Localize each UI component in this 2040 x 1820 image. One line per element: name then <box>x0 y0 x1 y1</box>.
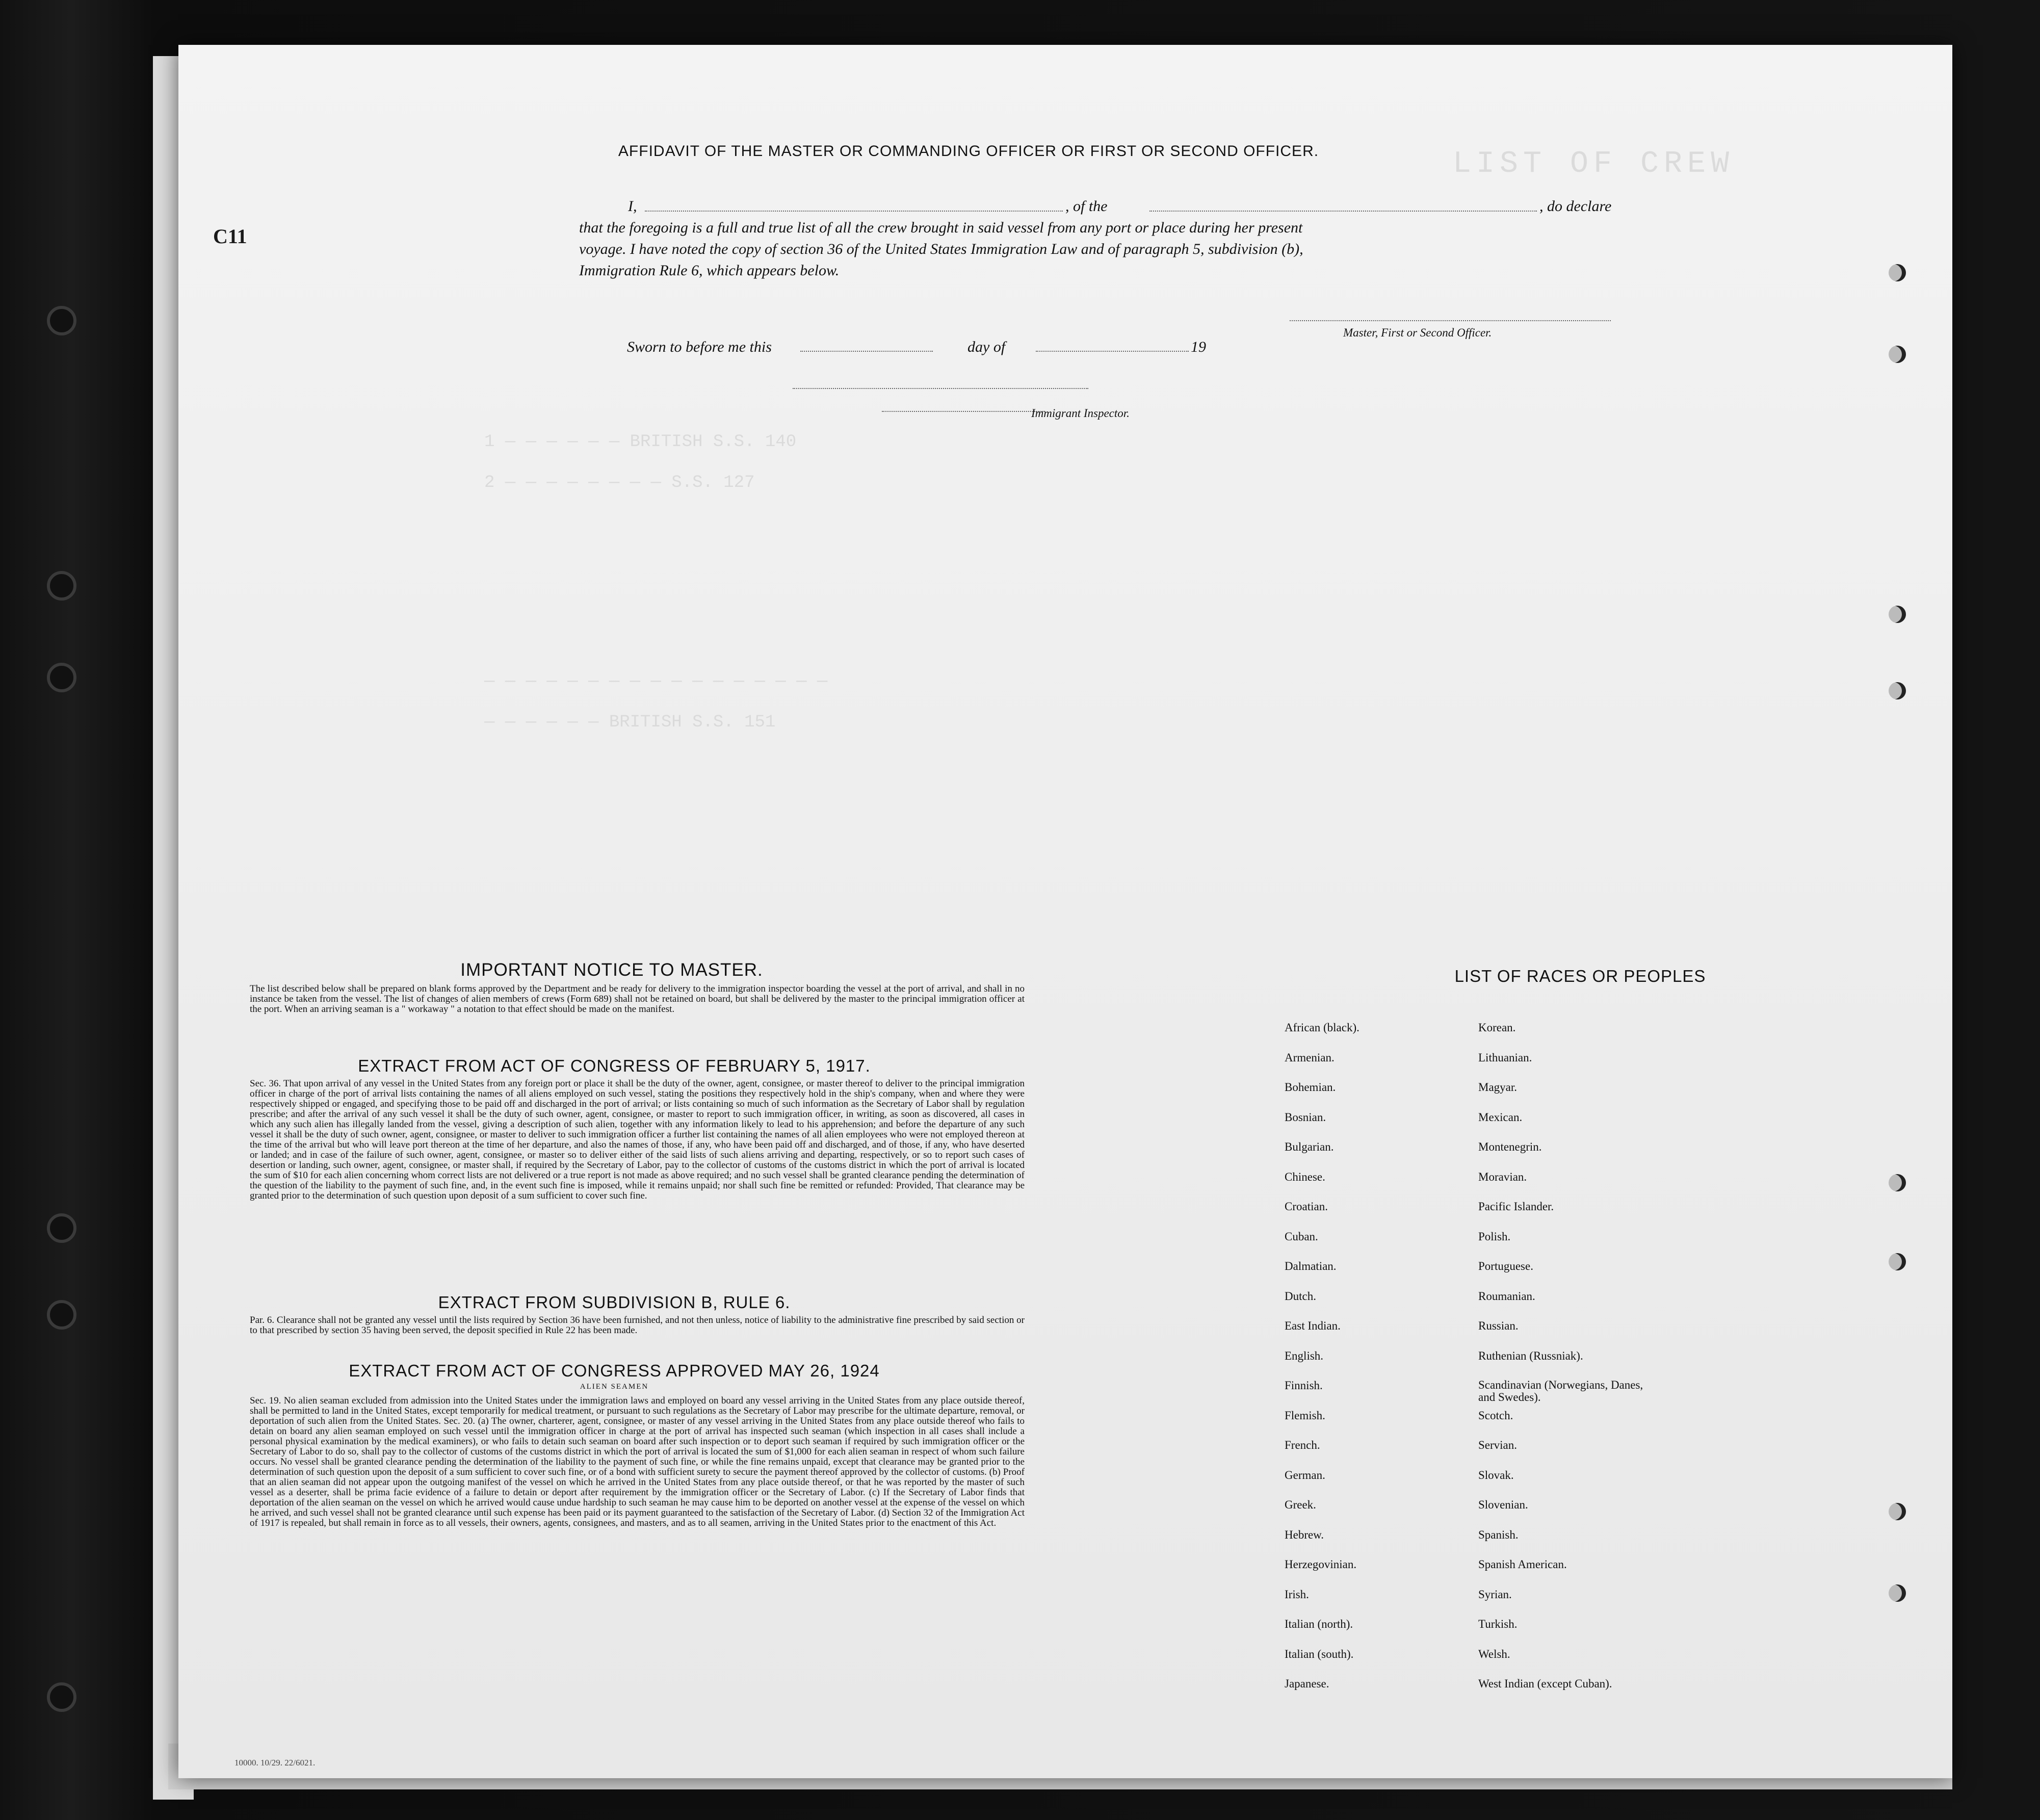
race-item: Cuban. <box>1285 1230 1318 1243</box>
race-item: Slovenian. <box>1478 1498 1528 1511</box>
race-item: Herzegovinian. <box>1285 1558 1357 1571</box>
race-item: Lithuanian. <box>1478 1051 1532 1064</box>
binder-hole <box>47 571 76 601</box>
binder-ring <box>1889 1253 1906 1270</box>
race-item: Welsh. <box>1478 1647 1510 1660</box>
affidavit-line3: voyage. I have noted the copy of section 36 of the United States Immigration Law and of paragraph 5, subdivision (b), <box>579 241 1303 257</box>
race-item: Polish. <box>1478 1230 1511 1243</box>
race-item: Turkish. <box>1478 1618 1518 1630</box>
binder-ring <box>1889 264 1906 281</box>
race-item: Ruthenian (Russniak). <box>1478 1349 1583 1362</box>
margin-note: C11 <box>213 225 247 248</box>
notice-title: IMPORTANT NOTICE TO MASTER. <box>460 960 763 980</box>
race-item: Dalmatian. <box>1285 1260 1337 1272</box>
race-item: Syrian. <box>1478 1588 1512 1601</box>
race-item: Irish. <box>1285 1588 1309 1601</box>
extract-1924-body: Sec. 19. No alien seaman excluded from admission into the United States under the immigration laws and employed on board any vessel arriving in the United States from any place outside thereof, shall be permitted to land in the United States, except temporarily for medical treatment, or pursuant to such regulations as the Secretary of Labor may prescribe for the ultimate departure, removal, or deportation of such alien from the United States. Sec. 20. (a) The owner, charterer, agent, consignee, or master of any vessel arriving in the United States from any place outside thereof who fails to detain on board any alien seaman employed on such vessel until the immigration officer in charge at the port of arrival has inspected such seaman (which inspection in all cases shall include a personal physical examination by the medical examiners), or who fails to detain such seaman on board after such inspection or to deport such seaman if required by such immigration officer or the Secretary of Labor to do so, shall pay to the collector of customs of the customs district in which the port of arrival is located the sum of $1,000 for each alien seaman in respect of whom such failure occurs. No vessel shall be granted clearance pending the determination of the liability to the payment of such fine, or while the fine remains unpaid, except that clearance may be granted prior to the determination of such question upon the deposit of a sum sufficient to cover such fine, or of a bond with sufficient surety to secure the payment thereof approved by the collector of customs. (b) Proof that an alien seaman did not appear upon the outgoing manifest of the vessel on which he arrived in the United States from any place outside thereof, or that he was reported by the master of such vessel as a deserter, shall be prima facie evidence of a failure to detain or deport after requirement by the immigration officer or the Secretary of Labor. (c) If the Secretary of Labor finds that deportation of the alien seaman on the vessel on which he arrived would cause undue hardship to such seaman he may cause him to be deported on another vessel at the expense of the vessel on which he arrived, and such vessel shall not be granted clearance until such expense has been paid or its payment guaranteed to the satisfaction of the Secretary of Labor. (d) Section 32 of the Immigration Act of 1917 is repealed, but shall remain in force as to all vessels, their owners, agents, consignees, and masters, and as to all seamen, arriving in the United States prior to the enactment of this Act. <box>250 1395 1025 1528</box>
race-item: Pacific Islander. <box>1478 1200 1554 1213</box>
race-item: Hebrew. <box>1285 1528 1324 1541</box>
binder-hole <box>47 306 76 335</box>
extract-1917-title: EXTRACT FROM ACT OF CONGRESS OF FEBRUARY 5, 1917. <box>358 1056 871 1075</box>
race-item: Magyar. <box>1478 1081 1518 1094</box>
race-item: East Indian. <box>1285 1319 1341 1332</box>
race-item: Roumanian. <box>1478 1289 1535 1303</box>
affidavit-line-i: I, <box>628 198 637 215</box>
binder-hole <box>47 1213 76 1243</box>
affidavit-title: AFFIDAVIT OF THE MASTER OR COMMANDING OFFICER OR FIRST OR SECOND OFFICER. <box>618 143 1319 160</box>
race-item: Dutch. <box>1285 1289 1316 1303</box>
race-item: Croatian. <box>1285 1200 1328 1213</box>
race-item: Mexican. <box>1478 1110 1523 1124</box>
race-item: Scotch. <box>1478 1409 1513 1422</box>
race-item: Italian (south). <box>1285 1647 1354 1660</box>
affidavit-line-declare: , do declare <box>1539 198 1612 215</box>
year-label: 19 <box>1191 339 1206 355</box>
race-item: Finnish. <box>1285 1379 1323 1392</box>
race-item: Russian. <box>1478 1319 1519 1332</box>
bleed-through: 1 — — — — — — BRITISH S.S. 140 <box>484 432 797 452</box>
affidavit-line4: Immigration Rule 6, which appears below. <box>579 262 840 279</box>
race-item: Bohemian. <box>1285 1081 1336 1094</box>
binder-ring <box>1889 682 1906 699</box>
binder-hole <box>47 1300 76 1330</box>
master-signature-field[interactable] <box>1290 320 1611 321</box>
affidavit-line2: that the foregoing is a full and true list of all the crew brought in said vessel from any port or place during her present <box>579 219 1303 236</box>
race-item: Flemish. <box>1285 1409 1325 1422</box>
race-item: Armenian. <box>1285 1051 1335 1064</box>
extract-rule6-body: Par. 6. Clearance shall not be granted any vessel until the lists required by Section 36 have been furnished, and not then unless, notice of liability to the administrative fine prescribed by said section or to that prescribed by section 35 having been served, the deposit specified in Rule 22 has been made. <box>250 1315 1025 1336</box>
sworn-label: Sworn to before me this <box>627 339 772 355</box>
bleed-through: — — — — — — — — — — — — — — — — — <box>484 672 828 691</box>
master-signature-label: Master, First or Second Officer. <box>1343 326 1492 339</box>
affidavit-line-of: , of the <box>1065 198 1108 215</box>
notice-body: The list described below shall be prepared on blank forms approved by the Department and be ready for delivery to the immigration inspector boarding the vessel at the port of arrival, and shall in no instance be taken from the vessel. The list of changes of alien members of crews (Form 689) shall not be retained on board, but shall be delivered by the master to the principal immigration officer at the port. When an arriving seaman is a " workaway " a notation to that effect should be made on the manifest. <box>250 983 1025 1015</box>
race-item: German. <box>1285 1468 1325 1481</box>
inspector-label: Immigrant Inspector. <box>1031 407 1130 420</box>
race-item: Greek. <box>1285 1498 1316 1511</box>
bleed-through: — — — — — — BRITISH S.S. 151 <box>484 713 776 732</box>
bleed-through: LIST OF CREW <box>1453 147 1735 181</box>
race-item: Bulgarian. <box>1285 1140 1334 1153</box>
race-item: Slovak. <box>1478 1468 1514 1481</box>
race-item: Japanese. <box>1285 1677 1329 1690</box>
bleed-through: 2 — — — — — — — — S.S. 127 <box>484 473 755 492</box>
sworn-day-field[interactable] <box>800 351 933 352</box>
race-item: Montenegrin. <box>1478 1140 1542 1153</box>
race-item: Portuguese. <box>1478 1260 1533 1272</box>
race-item: Moravian. <box>1478 1170 1527 1183</box>
race-item: Spanish. <box>1478 1528 1519 1541</box>
extract-rule6-title: EXTRACT FROM SUBDIVISION B, RULE 6. <box>438 1293 791 1312</box>
binder-ring <box>1889 1503 1906 1520</box>
race-item: Italian (north). <box>1285 1618 1353 1630</box>
race-item: Servian. <box>1478 1439 1518 1451</box>
inspector-signature-field[interactable] <box>793 388 1088 389</box>
race-item: Chinese. <box>1285 1170 1325 1183</box>
binder-hole <box>47 1682 76 1712</box>
race-item: French. <box>1285 1439 1320 1451</box>
races-title: LIST OF RACES OR PEOPLES <box>1454 967 1706 985</box>
extract-1917-body: Sec. 36. That upon arrival of any vessel in the United States from any foreign port or place it shall be the duty of the owner, agent, consignee, or master thereof to deliver to the principal immigration officer in charge of the port of arrival lists containing the names of all aliens employed on such vessel, stating the positions they respectively hold in the ship's company, when and where they were respectively shipped or engaged, and specifying those to be paid off and discharged in the port of arrival; or lists containing so much of such information as the Secretary of Labor shall by regulation prescribe; and after the arrival of any such vessel it shall be the duty of such owner, agent, consignee, or master to report to such immigration officer, in writing, as soon as discovered, all cases in which any such alien has illegally landed from the vessel, giving a description of such alien, together with any information likely to lead to his apprehension; and before the departure of any such vessel it shall be the duty of such owner, agent, consignee, or master to deliver to such immigration officer a further list containing the names of all alien employees who were not employed thereon at the time of the arrival but who will leave port thereon at the time of her departure, and also the names of those, if any, who have been paid off and discharged, and of those, if any, who have deserted or landed; and in case of the failure of such owner, agent, consignee, or master so to deliver either of the said lists of such aliens arriving and departing, respectively, or so to report such cases of desertion or landing, such owner, agent, consignee, or master shall, if required by the Secretary of Labor, pay to the collector of customs of the customs district in which the port of arrival is located the sum of $10 for each alien concerning whom correct lists are not delivered or a true report is not made as above required; and no such vessel shall be granted clearance pending the determination of the question of the liability to the payment of such fine, and, in the event such fine is imposed, while it remains unpaid; nor shall such fine be remitted or refunded: Provided, That clearance may be granted prior to the determination of such question upon deposit of a sum sufficient to cover such fine. <box>250 1078 1025 1201</box>
race-item: Bosnian. <box>1285 1110 1326 1124</box>
race-item: Korean. <box>1478 1021 1516 1034</box>
extract-1924-subtitle: ALIEN SEAMEN <box>580 1383 649 1391</box>
binder-hole <box>47 663 76 692</box>
inspector-signature-line[interactable] <box>882 411 1045 412</box>
affidavit-vessel-field[interactable] <box>1149 211 1537 212</box>
form-footer: 10000. 10/29. 22/6021. <box>234 1758 316 1767</box>
sworn-month-field[interactable] <box>1036 351 1189 352</box>
affidavit-name-field[interactable] <box>645 211 1063 212</box>
race-item: English. <box>1285 1349 1324 1362</box>
race-item: Scandinavian (Norwegians, Danes, and Swedes). <box>1478 1379 1643 1403</box>
day-of-label: day of <box>967 339 1006 355</box>
race-item: Spanish American. <box>1478 1558 1567 1571</box>
binder-ring <box>1889 1584 1906 1602</box>
binder-ring <box>1889 1174 1906 1191</box>
extract-1924-title: EXTRACT FROM ACT OF CONGRESS APPROVED MAY 26, 1924 <box>349 1361 880 1380</box>
manifest-sheet <box>178 45 1952 1778</box>
binder-ring <box>1889 346 1906 363</box>
race-item: West Indian (except Cuban). <box>1478 1677 1612 1690</box>
binder-ring <box>1889 606 1906 623</box>
race-item: African (black). <box>1285 1021 1359 1034</box>
